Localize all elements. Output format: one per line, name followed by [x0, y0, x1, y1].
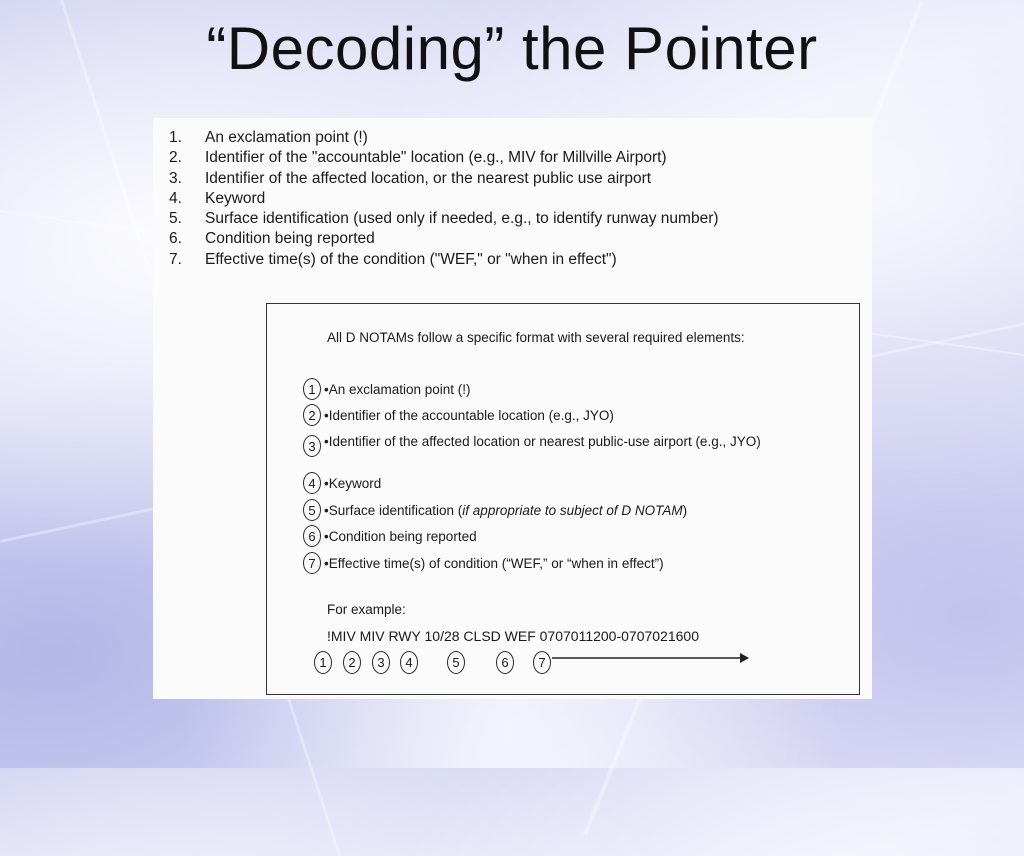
element-number-circle: 7 — [303, 552, 321, 574]
element-text — [324, 502, 687, 519]
example-element-circle: 2 — [343, 651, 361, 674]
element-row — [303, 381, 823, 400]
list-item-text: Condition being reported — [205, 230, 375, 248]
list-item-text: Identifier of the affected location, or the nearest public use airport — [205, 169, 652, 187]
notam-format-box — [266, 303, 860, 695]
example-notam-code: !MIV MIV RWY 10/28 CLSD WEF 0707011200-0707021600 — [327, 628, 699, 644]
example-element-circle: 4 — [400, 651, 418, 674]
slide-title: “Decoding” the Pointer — [206, 15, 818, 82]
scanned-document — [153, 118, 872, 699]
element-text: •Keyword — [324, 476, 382, 491]
element-row — [303, 528, 823, 547]
list-item-number: 3. — [169, 169, 182, 187]
list-item-text: Surface identification (used only if needed, e.g., to identify runway number) — [205, 210, 719, 228]
example-element-circle: 5 — [447, 651, 465, 674]
element-number-circle: 6 — [303, 525, 321, 547]
element-text: •Condition being reported — [324, 529, 477, 544]
list-item-number: 6. — [169, 230, 182, 248]
element-text: •Effective time(s) of condition (“WEF,” or “when in effect”) — [324, 556, 664, 571]
list-item — [169, 148, 719, 168]
list-item — [169, 250, 719, 270]
example-label: For example: — [327, 602, 406, 617]
list-item — [169, 169, 719, 189]
example-element-circle: 3 — [372, 651, 390, 674]
example-element-circle: 7 — [533, 651, 551, 674]
element-number-circle: 2 — [303, 404, 321, 426]
element-row — [303, 433, 823, 457]
pointer-elements-list — [169, 128, 719, 270]
list-item-text: An exclamation point (!) — [205, 129, 368, 146]
box-intro-text: All D NOTAMs follow a specific format with several required elements: — [327, 330, 745, 345]
element-text-end: ) — [682, 503, 688, 518]
element-number-circle: 3 — [303, 435, 321, 457]
element-row — [303, 407, 823, 426]
element-row — [303, 555, 823, 574]
list-item-text: Effective time(s) of the condition ("WEF," or "when in effect") — [205, 250, 617, 268]
list-item-number: 7. — [169, 250, 182, 268]
element-row — [303, 475, 823, 494]
arrow-right-icon — [552, 648, 752, 668]
list-item-number: 4. — [169, 189, 182, 207]
list-item-number: 5. — [169, 210, 182, 228]
element-text: •Identifier of the accountable location (e.g., JYO) — [324, 408, 614, 423]
element-number-circle: 1 — [303, 378, 321, 400]
element-text-start: •Surface identification ( — [324, 503, 463, 518]
element-text: •Identifier of the affected location or nearest public-use airport (e.g., JYO) — [324, 434, 761, 449]
element-number-circle: 5 — [303, 499, 321, 521]
list-item — [169, 189, 719, 209]
element-row — [303, 502, 823, 521]
list-item-text: Keyword — [205, 189, 266, 207]
list-item-text: Identifier of the "accountable" location (e.g., MIV for Millville Airport) — [205, 149, 667, 167]
list-item-number: 2. — [169, 149, 182, 167]
element-text-italic: if appropriate to subject of D NOTAM — [462, 503, 683, 518]
example-element-circle: 6 — [496, 651, 514, 674]
element-text: •An exclamation point (!) — [324, 382, 471, 397]
list-item — [169, 209, 719, 229]
example-element-circle: 1 — [314, 651, 332, 674]
list-item — [169, 128, 719, 148]
element-number-circle: 4 — [303, 472, 321, 494]
list-item — [169, 229, 719, 249]
list-item-number: 1. — [169, 129, 182, 146]
